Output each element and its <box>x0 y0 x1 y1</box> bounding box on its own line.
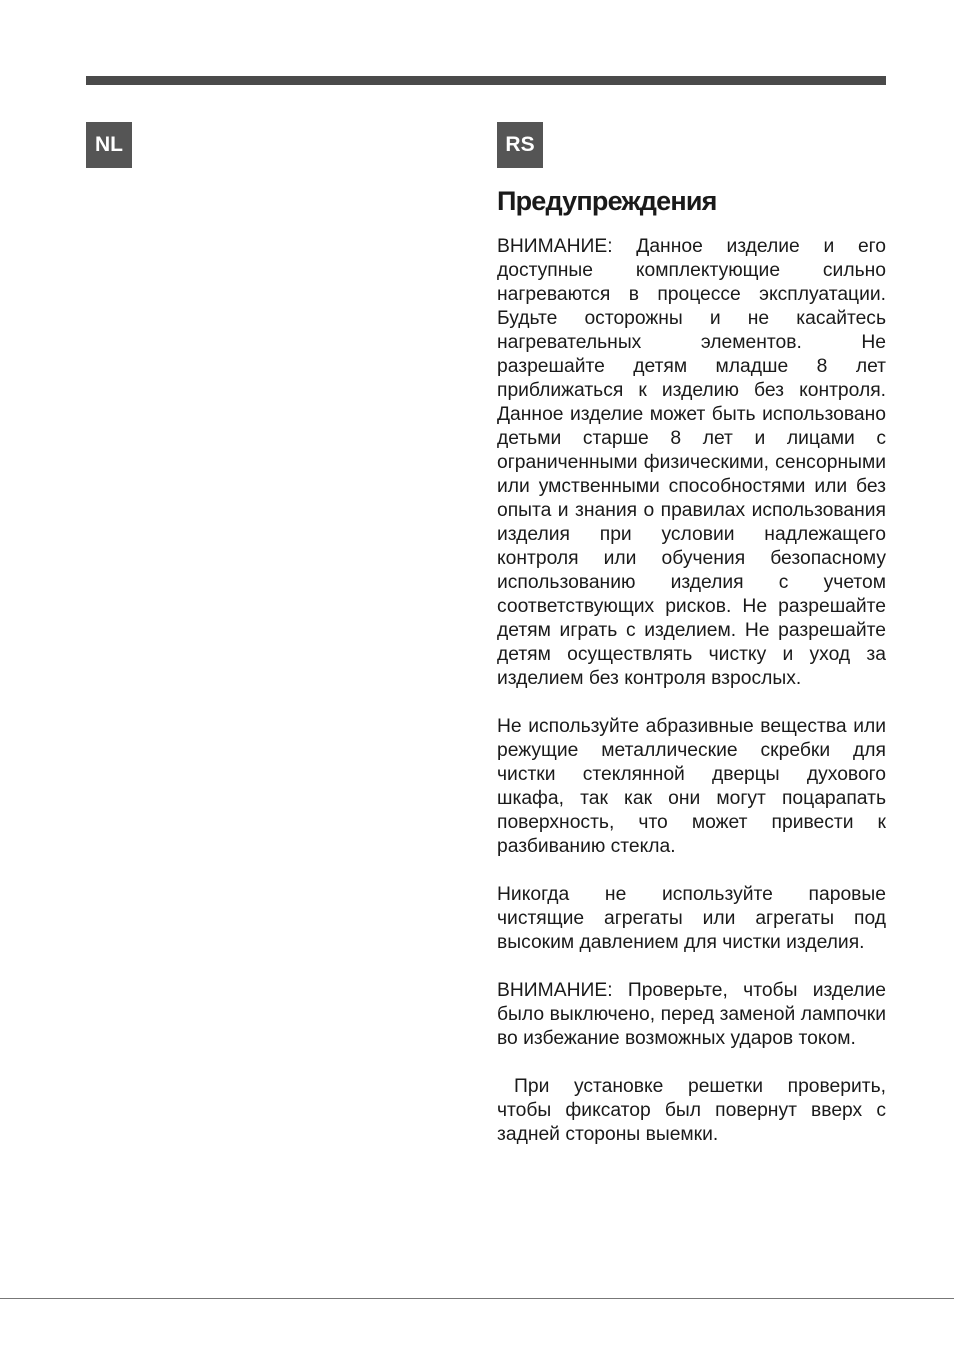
section-title: Предупреждения <box>497 186 717 216</box>
paragraph-steam-cleaners: Никогда не используйте паровые чистящие агрегаты или агрегаты под высоким давлением для чистки изделия. <box>497 884 886 953</box>
top-divider <box>86 76 886 85</box>
language-badge-rs: RS <box>497 122 543 168</box>
bottom-divider <box>0 1298 954 1299</box>
warnings-text <box>497 235 886 1171</box>
paragraph-lamp-replacement: ВНИМАНИЕ: Проверьте, чтобы изделие было выключено, перед заменой лампочки во избежание возможных ударов током. <box>497 980 886 1049</box>
paragraph-warning-children: ВНИМАНИЕ: Данное изделие и его доступные комплектующие сильно нагреваются в процессе эксплуатации. Будьте осторожны и не касайтесь нагревательных элементов. Не разрешайте детям младше 8 лет приближаться к изделию без контроля. Данное изделие может быть использовано детьми старше 8 лет и лицами с ограниченными физическими, сенсорными или умственными способностями или без опыта и знания о правилах использования изделия при условии надлежащего контроля или обучения безопасному использованию изделия с учетом соответствующих рисков. Не разрешайте детям играть с изделием. Не разрешайте детям осуществлять чистку и уход за изделием без контроля взрослых. <box>497 236 886 689</box>
paragraph-abrasives: Не используйте абразивные вещества или режущие металлические скребки для чистки стеклянной дверцы духового шкафа, так как они могут поцарапать поверхность, что может привести к разбиванию стекла. <box>497 716 886 857</box>
language-badge-nl: NL <box>86 122 132 168</box>
paragraph-rack-installation: При установке решетки проверить, чтобы фиксатор был повернут вверх с задней стороны выемки. <box>497 1076 886 1145</box>
